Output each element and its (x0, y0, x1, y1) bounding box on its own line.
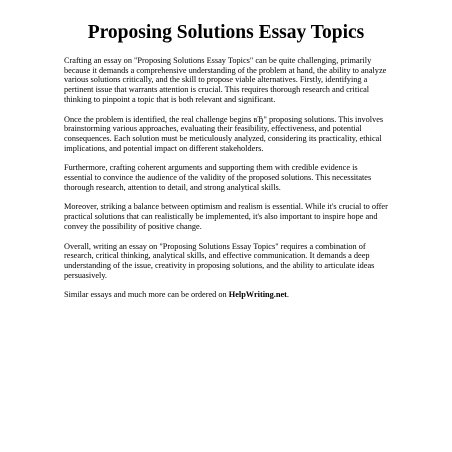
footer-prefix: Similar essays and much more can be ordered on (64, 290, 229, 300)
paragraph-balance: Moreover, striking a balance between optimism and realism is essential. While it's crucial to offer practical solutions that can realistically be implemented, it's also important to inspire hope and convey the possibility of positive change. (64, 202, 388, 231)
paragraph-intro: Crafting an essay on "Proposing Solutions Essay Topics" can be quite challenging, primarily because it demands a comprehensive understanding of the problem at hand, the ability to analyze various solutions critically, and the skill to propose viable alternatives. Firstly, identifying a pertinent issue that warrants attention is crucial. This requires thorough research and critical thinking to pinpoint a topic that is both relevant and significant. (64, 56, 387, 104)
footer-note (64, 290, 388, 300)
helpwriting-link[interactable]: HelpWriting.net (228, 290, 287, 300)
paragraph-overall: Overall, writing an essay on "Proposing Solutions Essay Topics" requires a combination of research, critical thinking, analytical skills, and effective communication. It demands a deep understanding of the issue, creativity in proposing solutions, and the ability to articulate ideas persuasively. (64, 241, 375, 280)
paragraph-proposing-solutions: Once the problem is identified, the real challenge begins вЂ" proposing solutions. This involves brainstorming various approaches, evaluating their feasibility, effectiveness, and potential consequences. Each solution must be meticulously analyzed, considering its practicality, ethical implications, and potential impact on different stakeholders. (64, 114, 384, 153)
document-title: Proposing Solutions Essay Topics (87, 22, 365, 43)
footer-suffix: . (286, 290, 289, 300)
paragraph-arguments: Furthermore, crafting coherent arguments and supporting them with credible evidence is essential to convince the audience of the validity of the proposed solutions. This necessitates thorough research, attention to detail, and strong analytical skills. (64, 163, 372, 192)
